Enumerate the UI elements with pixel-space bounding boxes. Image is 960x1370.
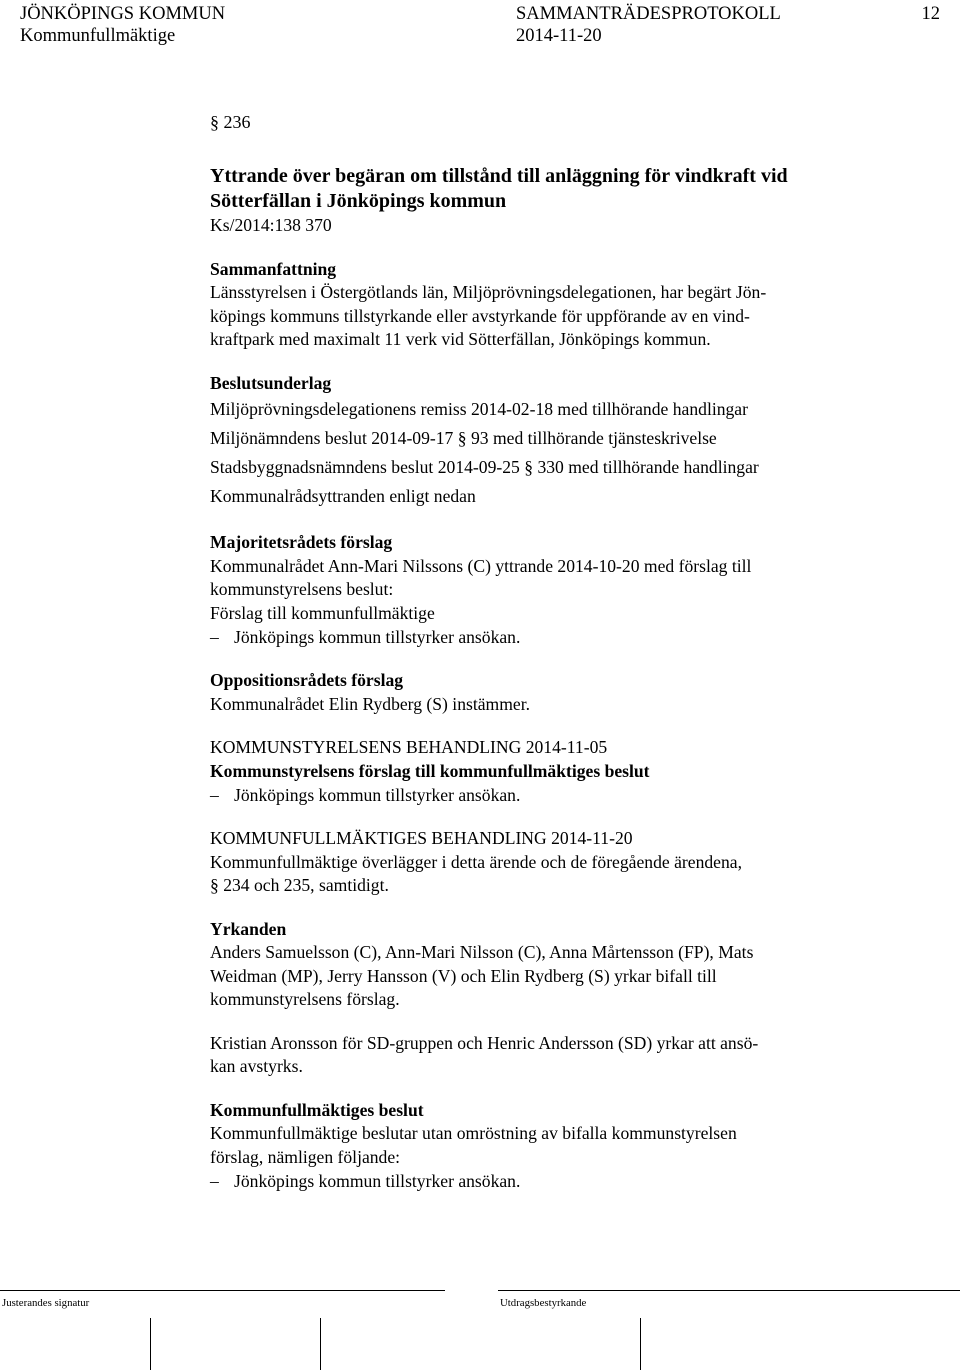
text-line: kraftpark med maximalt 11 verk vid Sötterfällan, Jönköpings kommun. [210, 329, 711, 349]
text-line: Kristian Aronsson för SD-gruppen och Henric Andersson (SD) yrkar att ansö- [210, 1032, 759, 1053]
list-item-text: Kommunalrådsyttranden enligt nedan [210, 486, 476, 506]
paragraph-sign: § [210, 112, 219, 132]
signature-box-divider [640, 1318, 641, 1370]
header-left [20, 3, 225, 47]
text-line: köpings kommuns tillstyrkande eller avstyrkande för uppförande av en vind- [210, 305, 750, 326]
section-beslut [210, 1099, 870, 1194]
dash-item-text: Jönköpings kommun tillstyrker ansökan. [234, 1171, 521, 1191]
case-title [210, 164, 870, 214]
text-line: kommunstyrelsens förslag. [210, 989, 400, 1009]
page-number: 12 [921, 4, 940, 24]
case-title-line: Yttrande över begäran om tillstånd till anläggning för vindkraft vid [210, 165, 788, 187]
section-yrkanden [210, 918, 870, 1079]
text-line: förslag, nämligen följande: [210, 1146, 401, 1167]
section-beslutsunderlag [210, 372, 870, 512]
dash-bullet: – [210, 627, 219, 647]
municipality-name: JÖNKÖPINGS KOMMUN [20, 4, 226, 24]
text-line: Weidman (MP), Jerry Hansson (V) och Elin Rydberg (S) yrkar bifall till [210, 965, 717, 986]
text-line [210, 874, 870, 898]
case-title-line: Sötterfällan i Jönköpings kommun [210, 190, 507, 212]
utdragsbestyrkande-label: Utdragsbestyrkande [500, 1297, 587, 1309]
paragraph-number-value: 236 [223, 112, 251, 132]
list-item-text: 330 med tillhörande handlingar [537, 457, 759, 477]
text-line: Kommunfullmäktige överlägger i detta ärende och de föregående ärendena, [210, 851, 742, 872]
dash-bullet: – [210, 1171, 219, 1191]
section-heading: Kommunfullmäktiges beslut [210, 1099, 424, 1120]
list-item [210, 424, 870, 453]
list-item [210, 482, 870, 511]
list-item [210, 453, 870, 482]
dash-list-item [210, 1169, 870, 1193]
section-subheading: Kommunstyrelsens förslag till kommunfullmäktiges beslut [210, 760, 650, 781]
text-line: Länsstyrelsen i Östergötlands län, Miljöprövningsdelegationen, har begärt Jön- [210, 282, 767, 302]
signature-box-divider [320, 1318, 321, 1370]
meeting-date: 2014-11-20 [516, 26, 602, 46]
list-item-text: Miljöprövningsdelegationens remiss 2014-02-18 med tillhörande handlingar [210, 399, 748, 419]
section-heading: Majoritetsrådets förslag [210, 532, 393, 552]
footer-divider [498, 1290, 960, 1291]
document-body [210, 110, 870, 1193]
text-line: Kommunfullmäktige beslutar utan omröstning av bifalla kommunstyrelsen [210, 1123, 737, 1143]
dash-bullet: – [210, 785, 219, 805]
list-item-text: 93 med tillhörande tjänsteskrivelse [470, 428, 717, 448]
header-middle [516, 3, 781, 47]
section-heading: KOMMUNSTYRELSENS BEHANDLING 2014-11-05 [210, 737, 608, 757]
paragraph-sign: § [210, 875, 219, 895]
paragraph-sign: § [524, 457, 534, 477]
list-item-text: Stadsbyggnadsnämndens beslut 2014-09-25 [210, 457, 520, 477]
dash-item-text: Jönköpings kommun tillstyrker ansökan. [234, 627, 521, 647]
section-ks-behandling [210, 736, 870, 807]
text-line: Anders Samuelsson (C), Ann-Mari Nilsson (C), Anna Mårtensson (FP), Mats [210, 942, 754, 962]
paragraph-sign: § [457, 428, 467, 448]
text-line: Kommunalrådet Ann-Mari Nilssons (C) yttrande 2014-10-20 med förslag till [210, 555, 752, 576]
text-line: Förslag till kommunfullmäktige [210, 602, 435, 623]
footer-divider [0, 1290, 445, 1291]
section-kf-behandling [210, 827, 870, 898]
document-type: SAMMANTRÄDESPROTOKOLL [516, 4, 781, 24]
list-item [210, 395, 870, 424]
section-sammanfattning [210, 258, 870, 352]
text-line: kommunstyrelsens beslut: [210, 579, 394, 599]
text-line: Kommunalrådet Elin Rydberg (S) instämmer. [210, 693, 531, 714]
case-reference: Ks/2014:138 370 [210, 215, 332, 235]
section-heading: KOMMUNFULLMÄKTIGES BEHANDLING 2014-11-20 [210, 828, 633, 848]
section-opposition [210, 669, 870, 716]
dash-item-text: Jönköpings kommun tillstyrker ansökan. [234, 785, 521, 805]
text-line-content: 234 och 235, samtidigt. [223, 875, 389, 895]
list-item-text: Miljönämndens beslut 2014-09-17 [210, 428, 454, 448]
dash-list-item [210, 625, 870, 649]
section-heading: Beslutsunderlag [210, 372, 332, 393]
signature-box-divider [150, 1318, 151, 1370]
section-heading: Sammanfattning [210, 258, 337, 279]
section-heading: Yrkanden [210, 918, 287, 939]
dash-list-item [210, 783, 870, 807]
council-name: Kommunfullmäktige [20, 26, 176, 46]
text-line: kan avstyrks. [210, 1056, 303, 1076]
section-majoritet [210, 531, 870, 649]
justerandes-signatur-label: Justerandes signatur [2, 1297, 90, 1309]
section-heading: Oppositionsrådets förslag [210, 670, 404, 690]
paragraph-number [210, 110, 870, 134]
